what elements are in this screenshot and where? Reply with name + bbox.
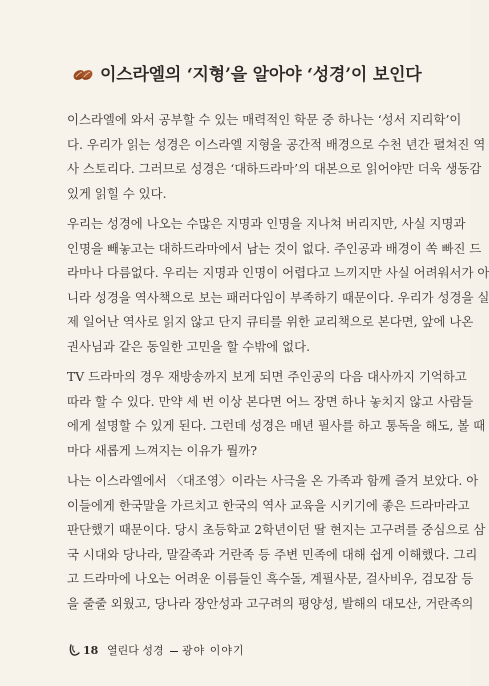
section-title: 이스라엘의 ‘지형’을 알아야 ‘성경’이 보인다: [100, 65, 422, 85]
book-subtitle: 광야 이야기: [182, 644, 245, 657]
body-line: 고 드라마에 나오는 어려운 이름들인 흑수돌, 계필사문, 걸사비우, 검모잠 등: [67, 571, 474, 586]
body-line: 따라 할 수 있다. 만약 세 번 이상 본다면 어느 장면 하나 놓치지 않고 사람들: [67, 393, 474, 409]
body-line: 다. 우리가 읽는 성경은 이스라엘 지형을 공간적 배경으로 수천 년간 펼쳐진 역: [67, 136, 486, 152]
body-line: 니라 성경을 역사책으로 보는 패러다임이 부족하기 때문이다. 우리가 성경을 실: [67, 289, 489, 305]
body-line: 라마나 다름없다. 우리는 지명과 인명이 어렵다고 느끼지만 사실 어려워서가 아: [67, 265, 489, 280]
body-line: 나는 이스라엘에서 〈대조영〉이라는 사극을 온 가족과 함께 즐겨 보았다. 아: [67, 473, 479, 488]
footer-divider: [170, 651, 178, 652]
seed-pair-icon: [72, 67, 94, 83]
body-line: 사 스토리다. 그러므로 성경은 ‘대하드라마’의 대본으로 읽어야만 더욱 생동감: [67, 161, 482, 176]
body-line: TV 드라마의 경우 재방송까지 보게 되면 주인공의 다음 대사까지 기억하고: [67, 369, 467, 384]
body-line: 권사님과 같은 동일한 고민을 할 수밖에 없다.: [67, 338, 311, 354]
body-line: 인명을 빼놓고는 대하드라마에서 남는 것이 없다. 주인공과 배경이 쏙 빠진 드: [67, 240, 482, 256]
section-header: [72, 64, 422, 88]
body-line: 에게 설명할 수 있게 된다. 그런데 성경은 매년 필사를 하고 통독을 해도, 볼 때: [67, 418, 486, 433]
page-mark-icon: [68, 643, 82, 657]
body-line: 있게 읽힐 수 있다.: [67, 185, 167, 201]
body-line: 판단했기 때문이다. 당시 초등학교 2학년이던 딸 현지는 고구려를 중심으로 삼: [67, 522, 486, 537]
body-line: 우리는 성경에 나오는 수많은 지명과 인명을 지나쳐 버리지만, 사실 지명과: [67, 216, 466, 231]
page-number: 18: [83, 644, 99, 657]
body-line: 이스라엘에 와서 공부할 수 있는 매력적인 학문 중 하나는 ‘성서 지리학’이: [67, 112, 462, 127]
body-line: 국 시대와 당나라, 말갈족과 거란족 등 주변 민족에 대해 쉽게 이해했다. 그리: [67, 546, 478, 562]
book-title: 열린다 성경: [107, 644, 164, 657]
body-line: 마다 새롭게 느껴지는 이유가 뭘까?: [67, 442, 257, 458]
page-footer: [68, 642, 248, 660]
body-line: 제 일어난 역사로 읽지 않고 단지 큐티를 위한 교리책으로 본다면, 앞에 나온: [67, 314, 474, 329]
body-line: 이들에게 한국말을 가르치고 한국의 역사 교육을 시키기에 좋은 드라마라고: [67, 497, 470, 513]
body-text: [67, 108, 489, 616]
body-line: 을 줄줄 외웠고, 당나라 장안성과 고구려의 평양성, 발해의 대모산, 거란족의: [67, 595, 474, 611]
